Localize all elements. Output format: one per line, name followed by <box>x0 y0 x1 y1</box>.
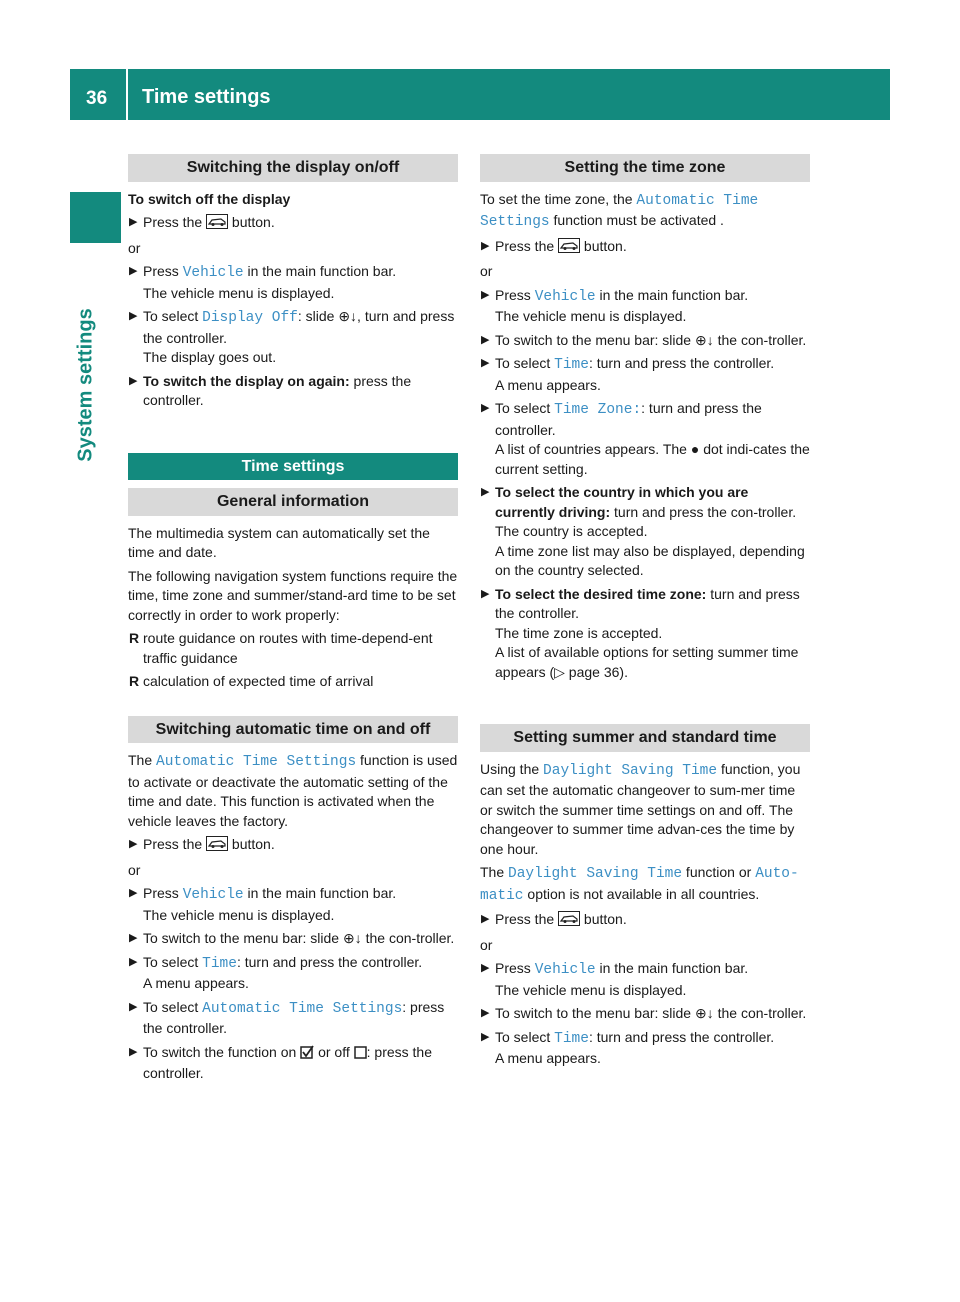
or-text: or <box>128 861 141 878</box>
menu-item-reference: Time <box>202 955 237 972</box>
bullet-item: R calculation of expected time of arrival <box>128 672 458 692</box>
section-heading: Setting the time zone <box>480 154 810 182</box>
checkbox-checked-icon <box>300 1045 314 1065</box>
instruction-step: ▶ Press Vehicle in the main function bar. The vehicle menu is displayed. <box>129 263 397 301</box>
step-arrow-icon: ▶ <box>129 955 138 968</box>
instruction-step: ▶ To select Time: turn and press the controller. A menu appears. <box>481 355 775 393</box>
step-arrow-icon: ▶ <box>129 216 138 228</box>
menu-item-reference: Time <box>554 1030 589 1047</box>
instruction-step: ▶ Press the button. <box>128 835 458 857</box>
instruction-step: ▶ Press Vehicle in the main function bar. The vehicle menu is displayed. <box>129 885 397 923</box>
menu-item-reference: Automatic Time Settings <box>480 192 759 230</box>
menu-item-reference: Automatic Time Settings <box>156 754 357 770</box>
section-heading: Setting summer and standard time <box>480 724 810 752</box>
instruction-step: ▶ To switch to the menu bar: slide ⊕↓ the con-troller. <box>480 1004 810 1024</box>
step-arrow-icon: ▶ <box>481 1030 490 1043</box>
step-arrow-icon: ▶ <box>129 265 138 277</box>
step-arrow-icon: ▶ <box>129 1045 138 1058</box>
paragraph: Using the Daylight Saving Time function, you can set the automatic changeover to sum-mer time or switch the summer time settings on and off. The changeover to summer time advan-ces the time by one hour. <box>480 760 801 857</box>
instruction-step: ▶ Press the button. <box>128 213 458 235</box>
or-text: or <box>128 239 141 256</box>
bullet-icon: R <box>129 630 140 646</box>
instruction-step: ▶ To select the desired time zone: turn and press the controller. The time zone is accepted. A list of available options for setting summer time appears (▷ page 36). <box>481 585 800 680</box>
menu-item-reference: Daylight Saving Time <box>543 762 718 779</box>
step-arrow-icon: ▶ <box>481 239 490 252</box>
step-arrow-icon: ▶ <box>481 962 490 974</box>
menu-item-reference: Vehicle <box>182 265 244 281</box>
bullet-icon: R <box>129 673 140 689</box>
section-heading: Switching automatic time on and off <box>128 716 458 744</box>
subheading: To switch off the display <box>128 190 291 207</box>
step-arrow-icon: ▶ <box>481 486 490 498</box>
menu-item-reference: Automatic Time Settings <box>202 1000 403 1017</box>
menu-item-reference: Time Zone: <box>554 402 642 418</box>
header-divider <box>126 69 128 120</box>
instruction-step: ▶ To select Time: turn and press the controller. A menu appears. <box>129 953 423 991</box>
instruction-step: ▶ To select Time Zone:: turn and press the controller. A list of countries appears. The ● dot indi-cates the current setting. <box>481 400 810 477</box>
page-number: 36 <box>86 88 108 109</box>
step-arrow-icon: ▶ <box>129 887 138 899</box>
step-arrow-icon: ▶ <box>129 838 138 850</box>
instruction-step: ▶ To switch to the menu bar: slide ⊕↓ the con-troller. <box>480 331 810 351</box>
menu-item-reference: Vehicle <box>182 887 244 903</box>
step-arrow-icon: ▶ <box>481 402 490 414</box>
car-button-icon <box>558 911 580 932</box>
step-arrow-icon: ▶ <box>129 932 138 944</box>
menu-item-reference: Daylight Saving Time <box>508 866 683 882</box>
instruction-step: ▶ Press the button. <box>480 910 810 932</box>
menu-item-reference: Vehicle <box>534 288 596 305</box>
step-arrow-icon: ▶ <box>481 288 490 301</box>
bullet-item: R route guidance on routes with time-depend-ent traffic guidance <box>129 630 433 666</box>
instruction-step: ▶ To switch the function on or off : press the controller. <box>129 1043 433 1081</box>
paragraph: The Automatic Time Settings function is used to activate or deactivate the automatic setting of the time and date. This function is activated when the vehicle leaves the factory. <box>128 752 458 829</box>
instruction-step: ▶ To switch to the menu bar: slide ⊕↓ the con-troller. <box>128 929 458 949</box>
left-column <box>128 154 458 1088</box>
side-tab-block <box>70 192 121 243</box>
paragraph: The following navigation system functions require the time, time zone and summer/stand-ard time to be set correctly in order to work properly: <box>128 567 458 623</box>
instruction-step: ▶ To select the country in which you are currently driving: turn and press the con-troller. The country is accepted. A time zone list may also be displayed, depending on the country selected. <box>481 484 805 578</box>
instruction-step: ▶ To select Display Off: slide ⊕↓, turn and press the controller. The display goes out. <box>129 308 455 365</box>
instruction-step: ▶ To select Automatic Time Settings: press the controller. <box>129 998 445 1036</box>
menu-item-reference: Time <box>554 357 589 373</box>
instruction-step: ▶ Press Vehicle in the main function bar. The vehicle menu is displayed. <box>481 286 749 324</box>
paragraph: The Daylight Saving Time function or Auto-matic option is not available in all countries. <box>480 864 799 904</box>
chapter-label: System settings <box>74 308 97 462</box>
step-arrow-icon: ▶ <box>481 333 490 346</box>
menu-item-reference: Auto-matic <box>480 866 799 904</box>
page-title: Time settings <box>142 86 271 108</box>
instruction-step: ▶ To switch the display on again: press the controller. <box>129 372 412 408</box>
instruction-step: ▶ Press the button. <box>480 237 810 259</box>
section-heading: General information <box>128 488 458 516</box>
instruction-step: ▶ To select Time: turn and press the controller. A menu appears. <box>481 1028 775 1066</box>
step-arrow-icon: ▶ <box>129 310 138 322</box>
paragraph: The multimedia system can automatically set the time and date. <box>128 524 430 560</box>
step-arrow-icon: ▶ <box>129 374 138 387</box>
step-arrow-icon: ▶ <box>481 1007 490 1019</box>
step-arrow-icon: ▶ <box>129 1000 138 1013</box>
car-button-icon <box>206 836 228 857</box>
checkbox-empty-icon <box>354 1045 367 1065</box>
or-text: or <box>480 263 493 279</box>
step-arrow-icon: ▶ <box>481 913 490 925</box>
or-text: or <box>480 936 493 953</box>
menu-item-reference: Display Off <box>202 310 298 326</box>
paragraph: To set the time zone, the Automatic Time Settings function must be activated . <box>480 190 759 230</box>
step-arrow-icon: ▶ <box>481 357 490 369</box>
right-column <box>480 154 810 1073</box>
chapter-heading: Time settings <box>128 453 458 481</box>
instruction-step: ▶ Press Vehicle in the main function bar. The vehicle menu is displayed. <box>481 960 749 998</box>
section-heading: Switching the display on/off <box>128 154 458 182</box>
car-button-icon <box>206 214 228 235</box>
menu-item-reference: Vehicle <box>534 962 596 978</box>
car-button-icon <box>558 238 580 259</box>
step-arrow-icon: ▶ <box>481 587 490 600</box>
